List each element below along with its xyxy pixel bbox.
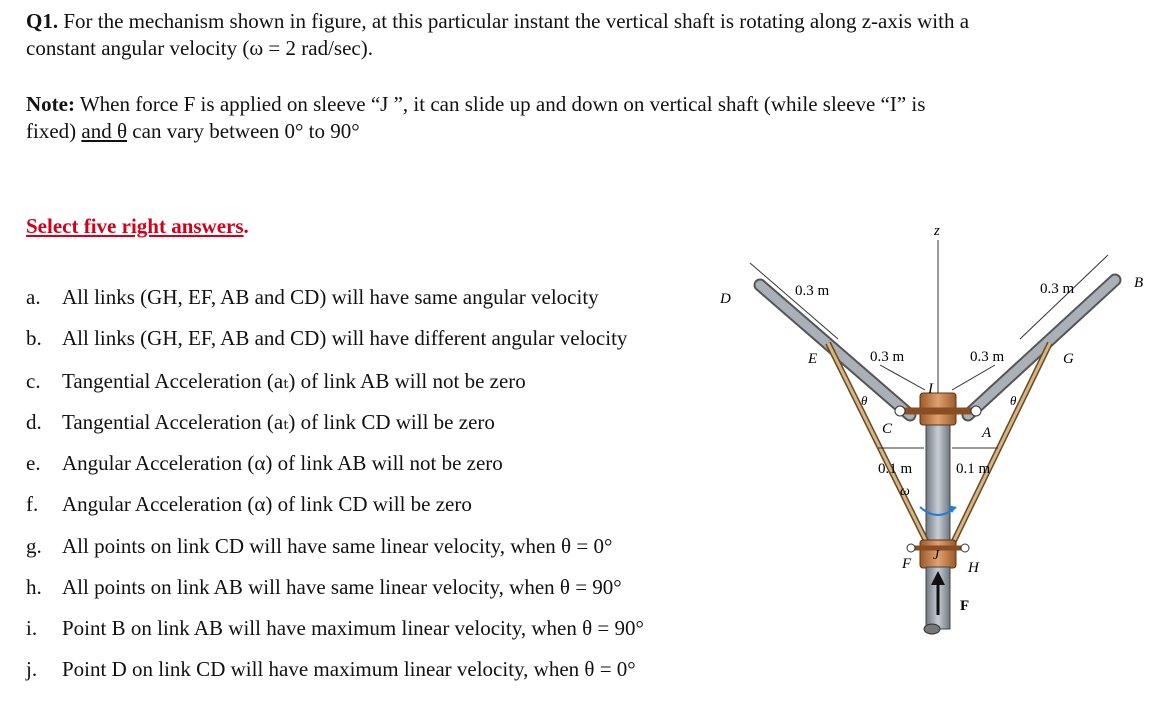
theta-left: θ bbox=[861, 393, 868, 408]
option-letter: j. bbox=[26, 657, 38, 681]
label-D: D bbox=[720, 291, 731, 307]
question-label: Q1. bbox=[26, 9, 59, 33]
option-letter: e. bbox=[26, 451, 41, 475]
dim-line-right-inner bbox=[952, 365, 995, 390]
force-label: F bbox=[960, 598, 970, 614]
rod-end bbox=[924, 624, 940, 634]
option-text: Angular Acceleration (α) of link CD will be zero bbox=[62, 492, 472, 516]
left-link-EF bbox=[828, 343, 928, 545]
note-text bbox=[26, 91, 1136, 145]
label-C: C bbox=[882, 421, 893, 437]
question-text bbox=[26, 8, 1136, 62]
dim-left-top: 0.3 m bbox=[795, 283, 830, 299]
label-H: H bbox=[968, 560, 979, 576]
right-link-GH bbox=[952, 343, 1050, 545]
omega-label: ω bbox=[900, 484, 910, 499]
instruction-suffix: . bbox=[243, 214, 249, 238]
option-i[interactable] bbox=[26, 616, 644, 641]
dim-right-small: 0.1 m bbox=[956, 461, 991, 477]
mechanism-figure bbox=[720, 215, 1150, 645]
label-G: G bbox=[1063, 351, 1074, 367]
option-letter: f. bbox=[26, 492, 39, 516]
option-j[interactable] bbox=[26, 657, 636, 682]
option-letter: d. bbox=[26, 410, 42, 434]
option-a[interactable] bbox=[26, 285, 599, 310]
option-f[interactable] bbox=[26, 492, 472, 517]
option-text: Tangential Acceleration (aₜ) of link CD will be zero bbox=[62, 410, 495, 434]
option-text: Angular Acceleration (α) of link AB will not be zero bbox=[62, 451, 503, 475]
note-line-2a: fixed) bbox=[26, 119, 77, 143]
option-g[interactable] bbox=[26, 534, 612, 559]
label-A: A bbox=[982, 425, 992, 441]
option-h[interactable] bbox=[26, 575, 622, 600]
option-letter: h. bbox=[26, 575, 42, 599]
question-line-1: For the mechanism shown in figure, at this particular instant the vertical shaft is rotating along z-axis with a bbox=[63, 9, 970, 33]
option-c[interactable] bbox=[26, 369, 526, 394]
pin-F bbox=[907, 544, 915, 552]
note-line-1: When force F is applied on sleeve “J ”, it can slide up and down on vertical shaft (while sleeve “I” is bbox=[79, 92, 926, 116]
option-text: Point B on link AB will have maximum linear velocity, when θ = 90° bbox=[62, 616, 644, 640]
option-d[interactable] bbox=[26, 410, 495, 435]
option-b[interactable] bbox=[26, 326, 627, 351]
option-text: Point D on link CD will have maximum linear velocity, when θ = 0° bbox=[62, 657, 636, 681]
label-J: J bbox=[933, 548, 940, 563]
right-arm bbox=[968, 280, 1115, 415]
option-text: All points on link CD will have same linear velocity, when θ = 0° bbox=[62, 534, 613, 558]
option-text: All links (GH, EF, AB and CD) will have different angular velocity bbox=[62, 326, 628, 350]
dim-left-small: 0.1 m bbox=[878, 461, 913, 477]
theta-right: θ bbox=[1010, 393, 1017, 408]
option-text: All points on link AB will have same linear velocity, when θ = 90° bbox=[62, 575, 622, 599]
pin-H bbox=[961, 544, 969, 552]
option-letter: i. bbox=[26, 616, 38, 640]
option-letter: g. bbox=[26, 534, 42, 558]
label-E: E bbox=[808, 351, 818, 367]
question-line-2: constant angular velocity (ω = 2 rad/sec). bbox=[26, 36, 373, 60]
option-letter: a. bbox=[26, 285, 41, 309]
dim-right-inner: 0.3 m bbox=[970, 349, 1005, 365]
z-axis-label: z bbox=[934, 223, 940, 239]
dim-line-left-top bbox=[750, 263, 838, 339]
pin-C bbox=[895, 406, 905, 416]
label-B: B bbox=[1134, 275, 1144, 291]
note-label: Note: bbox=[26, 92, 75, 116]
option-letter: b. bbox=[26, 326, 42, 350]
note-line-2c: can vary between 0° to 90° bbox=[132, 119, 360, 143]
option-text: Tangential Acceleration (aₜ) of link AB will not be zero bbox=[62, 369, 526, 393]
instruction bbox=[26, 214, 249, 239]
option-e[interactable] bbox=[26, 451, 503, 476]
instruction-text: Select five right answers bbox=[26, 214, 244, 238]
label-F-point: F bbox=[902, 556, 912, 572]
note-line-2b: and θ bbox=[81, 119, 128, 143]
dim-right-top: 0.3 m bbox=[1040, 281, 1075, 297]
option-text: All links (GH, EF, AB and CD) will have same angular velocity bbox=[62, 285, 599, 309]
dim-left-inner: 0.3 m bbox=[870, 349, 905, 365]
option-letter: c. bbox=[26, 369, 41, 393]
label-I: I bbox=[928, 381, 933, 397]
pin-A bbox=[971, 406, 981, 416]
